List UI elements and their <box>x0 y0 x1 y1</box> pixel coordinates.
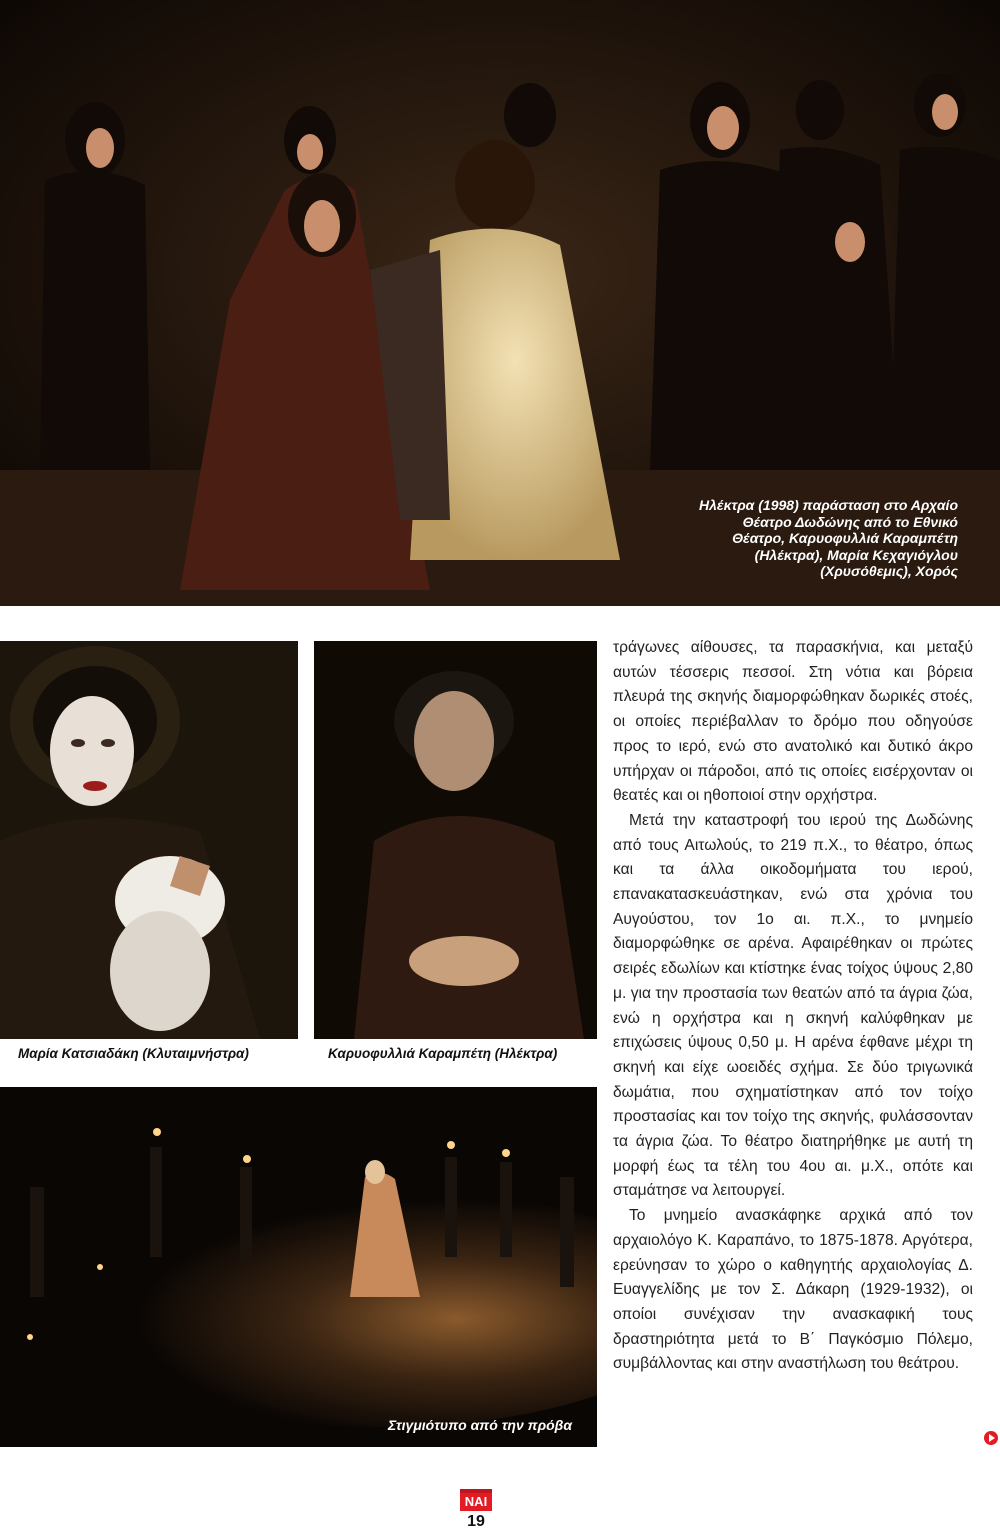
rehearsal-photo <box>0 1087 597 1447</box>
page-number: 19 <box>467 1513 485 1530</box>
article-paragraph: Μετά την καταστροφή του ιερού της Δωδώνης από τους Αιτωλούς, το 219 π.Χ., το θέατρο, όπως και τα άλλα οικοδομήματα του ιερού, επανακατασκευάστηκαν, ενώ στα χρόνια του Αυγούστου, τον 1ο αι. π.Χ., το μνημείο διαμορφώθηκε σε αρένα. Αφαιρέθηκαν οι πρώτες σειρές εδωλίων και κτίστηκε ένας τοίχος ύψους 2,80 μ. για την προστασία των θεατών από τα άγρια ζώα, ενώ η ορχήστρα και η σκηνή καλύφθηκαν με επιχώσεις ύψους 0,50 μ. Η αρένα έφθανε μέχρι τη σκηνή και είχε ωοειδές σχήμα. Σε δύο τριγωνικά δωμάτια, που σχηματίστηκαν από τον τοίχο προστασίας και τον τοίχο της σκηνής, φυλάσσονταν τα άγρια ζώα. Το θέατρο διατηρήθηκε με αυτή τη μορφή έως τα τέλη του 4ου αι. μ.Χ., οπότε και σταμάτησε να λειτουργεί. <box>613 811 973 1200</box>
klytaimnestra-caption: Μαρία Κατσιαδάκη (Κλυταιμνήστρα) <box>18 1046 249 1061</box>
magazine-logo: ΝΑΙ <box>460 1493 492 1511</box>
article-paragraph: Το μνημείο ανασκάφηκε αρχικά από τον αρχαιολόγο Κ. Καραπάνο, το 1875-1878. Αργότερα, ερεύνησαν το χώρο ο καθηγητής αρχαιολογίας Δ. Ευαγγελίδης με τον Σ. Δάκαρη (1929-1932), οι οποίοι συνέχισαν την ανασκαφική τους δραστηριότητα μετά το Β΄ Παγκόσμιο Πόλεμο, συμβάλλοντας και στην αναστήλωση του θεάτρου. <box>613 1207 973 1373</box>
elektra-photo <box>314 641 597 1039</box>
elektra-caption: Καρυοφυλλιά Καραμπέτη (Ηλέκτρα) <box>328 1046 558 1061</box>
article-paragraph: τράγωνες αίθουσες, τα παρασκήνια, και μεταξύ αυτών τέσσερις πεσσοί. Στη νότια και βόρεια πλευρά της σκηνής διαμορφώθηκαν δωρικές στοές, οι οποίες περιέβαλλαν το δρόμο που οδηγούσε προς το ιερό, ενώ στο ανατολικό και δυτικό άκρο υπήρχαν οι πάροδοι, από τις οποίες εισέρχονταν οι θεατές και οι ηθοποιοί στην ορχήστρα. <box>613 639 973 805</box>
hero-caption: Ηλέκτρα (1998) παράσταση στο Αρχαίο Θέατρο Δωδώνης από το Εθνικό Θέατρο, Καρυοφυλλιά Καραμπέτη (Ηλέκτρα), Μαρία Κεχαγιόγλου (Χρυσόθεμις), Χορός <box>698 497 958 579</box>
klytaimnestra-photo <box>0 641 298 1039</box>
article-body <box>613 636 973 1377</box>
play-arrow-icon <box>984 1431 998 1445</box>
rehearsal-caption: Στιγμιότυπο από την πρόβα <box>388 1417 573 1433</box>
